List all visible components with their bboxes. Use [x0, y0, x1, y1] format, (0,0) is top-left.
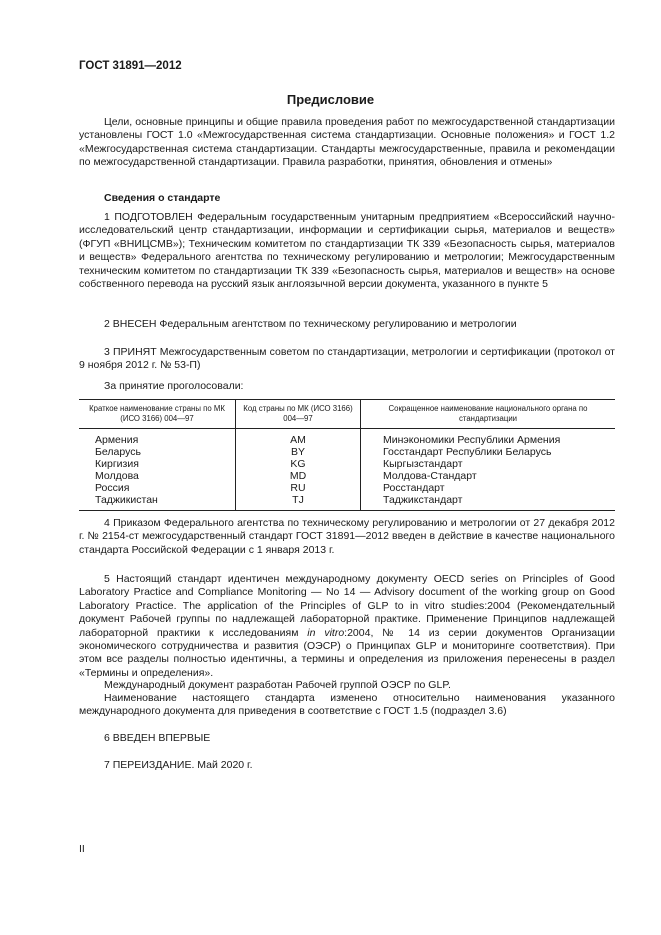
- document-id: ГОСТ 31891—2012: [79, 60, 182, 72]
- column-header-country: Краткое наименование страны по МК (ИСО 3166) 004—97: [79, 400, 236, 429]
- body-cell: Госстандарт Республики Беларусь: [361, 446, 616, 458]
- item-7-reissue: 7 ПЕРЕИЗДАНИЕ. Май 2020 г.: [104, 759, 253, 771]
- item-2-introduced: 2 ВНЕСЕН Федеральным агентством по техническому регулированию и метрологии: [104, 318, 517, 330]
- country-cell: Россия: [95, 482, 130, 494]
- item-4-order: 4 Приказом Федерального агентства по техническому регулированию и метрологии от 27 декабря 2012 г. № 2154-ст межгосударственный стандарт ГОСТ 31891—2012 введен в действие в качестве национального стандарта Российской Федерации с 1 января 2013 г.: [79, 517, 615, 556]
- page-number: II: [79, 843, 85, 855]
- page-title: Предисловие: [286, 92, 375, 107]
- body-cell: Минэкономики Республики Армения: [361, 429, 616, 447]
- body-cell: Молдова-Стандарт: [361, 470, 616, 482]
- body-cell: Кыргызстандарт: [361, 458, 616, 470]
- item-5-name-change: Наименование настоящего стандарта изменено относительно наименования указанного международного документа для приведения в соответствие с ГОСТ 1.5 (подраздел 3.6): [79, 692, 615, 718]
- code-cell: TJ: [236, 494, 361, 511]
- item-5-identical: [79, 573, 615, 680]
- voting-table: [79, 399, 615, 511]
- intro-paragraph: Цели, основные принципы и общие правила проведения работ по межгосударственной стандартизации установлены ГОСТ 1.0 «Межгосударственная система стандартизации. Основные положения» и ГОСТ 1.2 «Межгосударственная система стандартизации. Стандарты межгосударственные, правила и рекомендации по межгосударственной стандартизации. Правила разработки, принятия, обновления и отмены»: [79, 116, 615, 169]
- section-subtitle: Сведения о стандарте: [104, 192, 221, 204]
- table-row: [79, 458, 615, 470]
- item-3-adopted: 3 ПРИНЯТ Межгосударственным советом по стандартизации, метрологии и сертификации (протокол от 9 ноября 2012 г. № 53-П): [79, 346, 615, 372]
- country-cell: Таджикистан: [79, 494, 236, 511]
- body-cell: Таджикстандарт: [361, 494, 616, 511]
- vote-intro: За принятие проголосовали:: [104, 380, 244, 392]
- item-5-text-part1: 5 Настоящий стандарт идентичен международному документу OECD series on Principles of Good Laboratory Practice and Compliance Monitoring — No 14 — Advisory document of the working group on Good Laboratory Practice. The application of the Principles of GLP to in vitro studies:2004 (Рекомендательный документ Рабочей группы по надлежащей лабораторной практике. Применение Принципов надлежащей лабораторной практики к исследованиям: [79, 573, 615, 639]
- table-row: [79, 446, 615, 458]
- table-row: [79, 494, 615, 511]
- code-cell: MD: [236, 470, 361, 482]
- country-cell: Киргизия: [95, 458, 139, 470]
- code-cell: RU: [236, 482, 361, 494]
- country-cell: Армения: [95, 434, 139, 446]
- item-6-introduced-first: 6 ВВЕДЕН ВПЕРВЫЕ: [104, 732, 211, 744]
- body-cell: Росстандарт: [361, 482, 616, 494]
- code-cell: KG: [236, 458, 361, 470]
- table-row: [79, 470, 615, 482]
- table-row: [79, 429, 615, 447]
- item-5-italic-term: in vitro: [307, 626, 345, 639]
- table-row: [79, 482, 615, 494]
- item-5-developer: Международный документ разработан Рабочей группой ОЭСР по GLP.: [104, 679, 451, 691]
- country-cell: Молдова: [95, 470, 139, 482]
- code-cell: BY: [236, 446, 361, 458]
- table-header-row: [79, 400, 615, 429]
- item-1-prepared: 1 ПОДГОТОВЛЕН Федеральным государственным унитарным предприятием «Всероссийский научно-исследовательский центр стандартизации, информации и сертификации сырья, материалов и веществ» (ФГУП «ВНИЦСМВ»); Техническим комитетом по стандартизации ТК 339 «Безопасность сырья, материалов и веществ» Федерального агентства по техническому регулированию и метрологии; Межгосударственным техническим комитетом по стандартизации ТК 339 «Безопасность сырья, материалов и веществ» на основе собственного перевода на русский язык англоязычной версии документа, указанного в пункте 5: [79, 211, 615, 291]
- column-header-body: Сокращенное наименование национального органа по стандартизации: [361, 400, 616, 429]
- column-header-code: Код страны по МК (ИСО 3166) 004—97: [236, 400, 361, 429]
- code-cell: AM: [236, 429, 361, 447]
- item-5-text-part2: :2004, № 14 из серии документов Организации экономического сотрудничества и развития (ОЭСР) о Принципах GLP и мониторинге соответствия). При этом все разделы полностью идентичны, а термины и определения из приложения перенесены в раздел «Термины и определения».: [79, 626, 615, 679]
- country-cell: Беларусь: [95, 446, 141, 458]
